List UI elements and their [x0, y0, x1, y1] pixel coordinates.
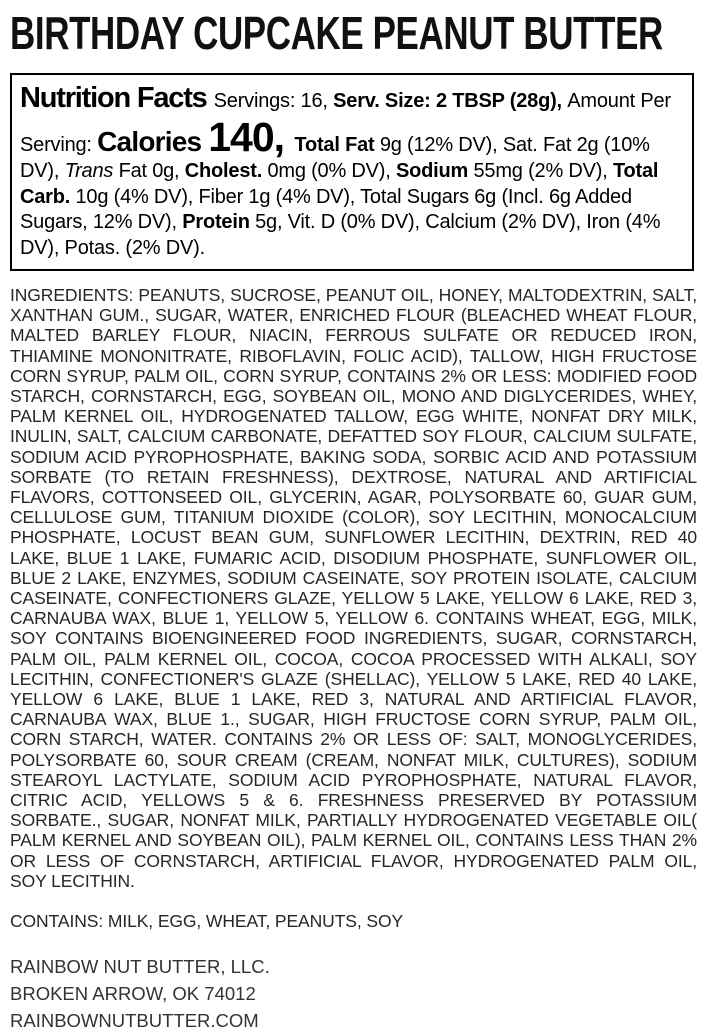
nutrition-facts-panel — [10, 73, 694, 271]
manufacturer-info — [10, 953, 697, 1034]
allergen-statement: CONTAINS: MILK, EGG, WHEAT, PEANUTS, SOY — [10, 911, 404, 932]
manufacturer-name: RAINBOW NUT BUTTER, LLC. — [10, 956, 270, 978]
manufacturer-website: RAINBOWNUTBUTTER.COM — [10, 1010, 259, 1032]
manufacturer-address: BROKEN ARROW, OK 74012 — [10, 983, 256, 1005]
product-title: BIRTHDAY CUPCAKE PEANUT BUTTER — [10, 7, 663, 59]
nutrition-facts-text: Nutrition Facts Servings: 16, Serv. Size: 2 TBSP (28g), Amount Per Serving: Calories 140, Total Fat 9g (12% DV), Sat. Fat 2g (10% DV), Trans Fat 0g, Cholest. 0mg (0% DV), Sodium 55mg (2% DV), Total Carb. 10g (4% DV), Fiber 1g (4% DV), Total Sugars 6g (Incl. 6g Added Sugars, 12% DV), Protein 5g, Vit. D (0% DV), Calcium (2% DV), Iron (4% DV), Potas. (2% DV). — [20, 82, 671, 259]
ingredients-text: INGREDIENTS: PEANUTS, SUCROSE, PEANUT OIL, HONEY, MALTODEXTRIN, SALT, XANTHAN GUM., SUGAR, WATER, ENRICHED FLOUR (BLEACHED WHEAT FLOUR, MALTED BARLEY FLOUR, NIACIN, FERROUS SULFATE OR REDUCED IRON, THIAMINE MONONITRATE, RIBOFLAVIN, FOLIC ACID), TALLOW, HIGH FRUCTOSE CORN SYRUP, PALM OIL, CORN SYRUP, CONTAINS 2% OR LESS: MODIFIED FOOD STARCH, CORNSTARCH, EGG, SOYBEAN OIL, MONO AND DIGLYCERIDES, WHEY, PALM KERNEL OIL, HYDROGENATED TALLOW, EGG WHITE, NONFAT DRY MILK, INULIN, SALT, CALCIUM CARBONATE, DEFATTED SOY FLOUR, CALCIUM SULFATE, SODIUM ACID PYROPHOSPHATE, BAKING SODA, SORBIC ACID AND POTASSIUM SORBATE (TO RETAIN FRESHNESS), DEXTROSE, NATURAL AND ARTIFICIAL FLAVORS, COTTONSEED OIL, GLYCERIN, AGAR, POLYSORBATE 60, GUAR GUM, CELLULOSE GUM, TITANIUM DIOXIDE (COLOR), SOY LECITHIN, MONOCALCIUM PHOSPHATE, LOCUST BEAN GUM, SUNFLOWER LECITHIN, DEXTRIN, RED 40 LAKE, BLUE 1 LAKE, FUMARIC ACID, DISODIUM PHOSPHATE, SUNFLOWER OIL, BLUE 2 LAKE, ENZYMES, SODIUM CASEINATE, SOY PROTEIN ISOLATE, CALCIUM CASEINATE, CONFECTIONERS GLAZE, YELLOW 5 LAKE, YELLOW 6 LAKE, RED 3, CARNAUBA WAX, BLUE 1, YELLOW 5, YELLOW 6. CONTAINS WHEAT, EGG, MILK, SOY CONTAINS BIOENGINEERED FOOD INGREDIENTS, SUGAR, CORNSTARCH, PALM OIL, PALM KERNEL OIL, COCOA, COCOA PROCESSED WITH ALKALI, SOY LECITHIN, CONFECTIONER'S GLAZE (SHELLAC), YELLOW 5 LAKE, RED 40 LAKE, YELLOW 6 LAKE, BLUE 1 LAKE, RED 3, NATURAL AND ARTIFICIAL FLAVOR, CARNAUBA WAX, BLUE 1., SUGAR, HIGH FRUCTOSE CORN SYRUP, PALM OIL, CORN STARCH, WATER. CONTAINS 2% OR LESS OF: SALT, MONOGLYCERIDES, POLYSORBATE 60, SOUR CREAM (CREAM, NONFAT MILK, CULTURES), SODIUM STEAROYL LACTYLATE, SODIUM ACID PYROPHOSPHATE, NATURAL FLAVOR, CITRIC ACID, YELLOWS 5 & 6. FRESHNESS PRESERVED BY POTASSIUM SORBATE., SUGAR, NONFAT MILK, PARTIALLY HYDROGENATED VEGETABLE OIL( PALM KERNEL AND SOYBEAN OIL), PALM KERNEL OIL, CONTAINS LESS THAN 2% OR LESS OF CORNSTARCH, ARTIFICIAL FLAVOR, HYDROGENATED PALM OIL, SOY LECITHIN. — [10, 284, 697, 891]
